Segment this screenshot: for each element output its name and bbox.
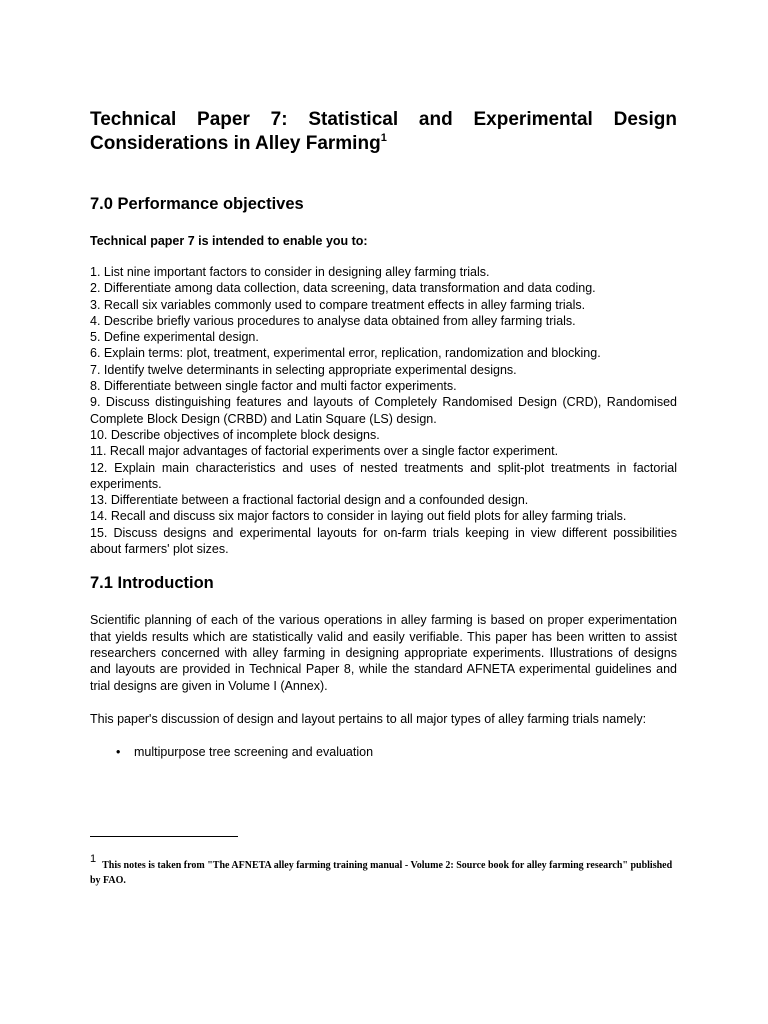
- objective-item: 2. Differentiate among data collection, data screening, data transformation and data coding.: [90, 281, 596, 296]
- objective-item: 10. Describe objectives of incomplete block designs.: [90, 427, 380, 442]
- section-heading-performance-objectives: 7.0 Performance objectives: [90, 195, 304, 213]
- bullet-icon: •: [116, 745, 121, 760]
- objective-item: 15. Discuss designs and experimental layouts for on-farm trials keeping in view different possibilities about farmers' plot sizes.: [90, 525, 677, 557]
- section-heading-introduction: 7.1 Introduction: [90, 574, 214, 593]
- objective-item: 7. Identify twelve determinants in selecting appropriate experimental designs.: [90, 362, 517, 377]
- footnote-text: This notes is taken from "The AFNETA alley farming training manual - Volume 2: Source book for alley farming research" published by FAO.: [90, 860, 673, 886]
- objective-item: 13. Differentiate between a fractional factorial design and a confounded design.: [90, 493, 529, 508]
- objective-item: 5. Define experimental design.: [90, 330, 259, 345]
- objectives-list: [90, 264, 677, 557]
- introduction-paragraph: This paper's discussion of design and layout pertains to all major types of alley farming trials namely:: [90, 711, 647, 726]
- document-title-text: Technical Paper 7: Statistical and Experimental Design Considerations in Alley Farming: [90, 109, 677, 154]
- objective-item: 6. Explain terms: plot, treatment, experimental error, replication, randomization and blocking.: [90, 346, 601, 361]
- objective-item: 3. Recall six variables commonly used to compare treatment effects in alley farming trials.: [90, 297, 586, 312]
- objective-item: 9. Discuss distinguishing features and layouts of Completely Randomised Design (CRD), Randomised Complete Block Design (CRBD) and Latin Square (LS) design.: [90, 395, 677, 426]
- objective-item: 12. Explain main characteristics and uses of nested treatments and split-plot treatments in factorial experiments.: [90, 460, 677, 491]
- footnote: [90, 853, 677, 888]
- objective-item: 11. Recall major advantages of factorial experiments over a single factor experiment.: [90, 444, 559, 459]
- objectives-lead: Technical paper 7 is intended to enable you to:: [90, 234, 368, 248]
- trial-types-list: [90, 744, 677, 760]
- objective-item: 4. Describe briefly various procedures to analyse data obtained from alley farming trials.: [90, 313, 576, 328]
- footnote-mark: 1: [90, 853, 97, 865]
- document-title: [90, 108, 677, 156]
- title-footnote-mark[interactable]: 1: [380, 132, 387, 144]
- list-item: [90, 744, 677, 760]
- footnote-separator: [90, 836, 238, 837]
- list-item-text: multipurpose tree screening and evaluation: [134, 745, 374, 760]
- objective-item: 14. Recall and discuss six major factors to consider in laying out field plots for alley farming trials.: [90, 509, 627, 524]
- introduction-paragraph: Scientific planning of each of the various operations in alley farming is based on proper experimentation that yields results which are statistically valid and easily verifiable. This paper has been written to assist researchers concerned with alley farming in designing appropriate experiments. Illustrations of designs and layouts are provided in Technical Paper 8, while the standard AFNETA experimental guidelines and trial designs are given in Volume I (Annex).: [90, 613, 677, 693]
- objective-item: 1. List nine important factors to consider in designing alley farming trials.: [90, 265, 490, 279]
- document-page: [90, 108, 677, 760]
- objective-item: 8. Differentiate between single factor and multi factor experiments.: [90, 379, 457, 394]
